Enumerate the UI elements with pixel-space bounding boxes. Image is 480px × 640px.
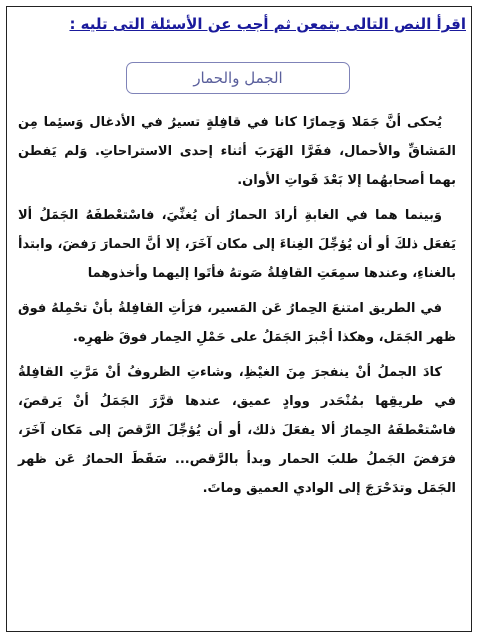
story-title: الجمل والحمار <box>193 69 283 87</box>
story-title-box <box>126 62 350 94</box>
story-paragraph-4: كادَ الجملُ أنْ ينفجرَ مِنَ الغيْظِ، وشاءتِ الظروفُ أنْ مَرَّتِ القافِلةُ في طريقِها بمُنْحَدر ووادٍ عميق، عندها قرَّرَ الجَمَلُ أنْ يَرقصَ، فاسْتعْطفَهُ الحِمارُ ألا يفعَلَ ذلك، أو أن يُؤجِّلَ الرَّقصَ إلى مَكان آخَرَ، فرَفضَ الجَملُ طلبَ الحمار وبدأ بالرَّقص... سَقَطَ الحمارُ عَن ظهر الجَمَل وتدَحْرَجَ إلى الوادي العميق وماتَ. <box>18 365 456 496</box>
instruction-heading: اقرأ النص التالى بتمعن ثم أجب عن الأسئلة التى تليه : <box>69 15 466 33</box>
story-paragraph-1: يُحكى أنَّ جَمَلا وَحِمارًا كانا في قافِلةٍ تسيرُ في الأدغال وَسئِما مِن المَشاقِّ والأحمال، ففَرَّا الهَرَبَ أثناء إحدى الاستراحاتِ. وَلم يَفطن بهما أصحابهُما إلا بَعْدَ فَواتِ الأوان. <box>18 115 456 188</box>
story-paragraph-2: وَبينما هما في الغابةِ أرادَ الحمارُ أن يُغنِّيَ، فاسْتعْطفَهُ الجَمَلُ ألا يَفعَل ذلكَ أو أن يُؤجِّلَ الغِناءَ إلى مكان آخَرَ، إلا أنَّ الحمارَ رَفضَ، وابتدأ بالغناءِ، وعندها سمِعَتِ القافِلةُ صَوتهُ فأتَوا إليهما وأخذوهما <box>18 208 456 281</box>
story-text <box>18 108 456 509</box>
story-paragraph-3: في الطريق امتنعَ الحِمارُ عَن المَسير، فرَأتِ القافِلةُ بأنْ تحْمِلهُ فوق ظهر الجَمَل، وهكذا أجْبرَ الجَمَلُ على حَمْلِ الحِمار فوقَ ظهرِه. <box>18 301 456 345</box>
